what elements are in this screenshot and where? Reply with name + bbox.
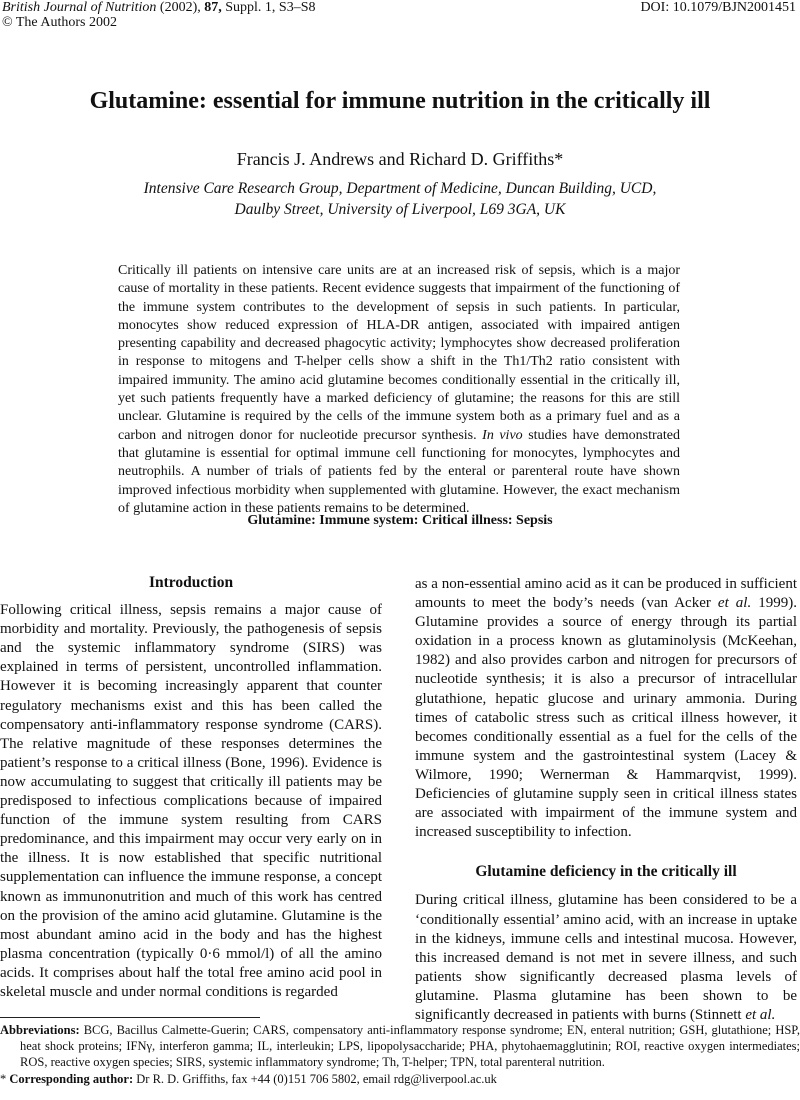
right-paragraph-1 bbox=[415, 575, 797, 842]
author-affiliation bbox=[90, 178, 710, 220]
citation-et-al-2: et al. bbox=[745, 1006, 776, 1023]
abbreviations-label: Abbreviations: bbox=[0, 1023, 80, 1037]
footnotes bbox=[0, 1022, 800, 1087]
abstract-part-1: Critically ill patients on intensive care units are at an increased risk of sepsis, which is a major cause of mortality in these patients. Recent evidence suggests that impairment of the functioning of the immune system contributes to the development of sepsis in such patients. In particular, monocytes show reduced expression of HLA-DR antigen, associated with impaired antigen presenting capability and decreased phagocytic activity; lymphocytes show decreased proliferation in response to mitogens and T-helper cells show a shift in the Th1/Th2 ratio consistent with impaired immunity. The amino acid glutamine becomes conditionally essential in the critically ill, yet such patients frequently have a marked deficiency of glutamine; the reasons for this are still unclear. Glutamine is required by the cells of the immune system both as a primary fuel and as a carbon and nitrogen donor for nucleotide precursor synthesis. bbox=[118, 263, 680, 443]
article-authors: Francis J. Andrews and Richard D. Griffiths* bbox=[236, 149, 564, 169]
left-column bbox=[0, 571, 382, 1002]
doi: DOI: 10.1079/BJN2001451 bbox=[640, 0, 796, 15]
citation-et-al: et al. bbox=[717, 595, 752, 612]
glutamine-deficiency-heading: Glutamine deficiency in the critically ill bbox=[475, 863, 737, 881]
corresponding-star: * bbox=[0, 1072, 10, 1086]
affiliation-line-1: Intensive Care Research Group, Department of Medicine, Duncan Building, UCD, bbox=[143, 180, 657, 197]
right-paragraph-2-text: During critical illness, glutamine has been considered to be a ‘conditionally essential’ amino acid, with an increase in uptake in the kidneys, immune cells and intestinal mucosa. However, this increased demand is not met in severe illness, and such patients show significantly decreased plasma levels of glutamine. Plasma glutamine has been shown to be significantly decreased in patients with burns (Stinnett bbox=[415, 892, 797, 1023]
corresponding-author-text: Dr R. D. Griffiths, fax +44 (0)151 706 5802, email rdg@liverpool.ac.uk bbox=[133, 1072, 497, 1086]
footnote-rule bbox=[0, 1017, 260, 1018]
introduction-heading: Introduction bbox=[148, 574, 234, 591]
affiliation-line-2: Daulby Street, University of Liverpool, L69 3GA, UK bbox=[234, 201, 566, 218]
right-column bbox=[415, 575, 797, 1025]
corresponding-author-label: Corresponding author: bbox=[9, 1072, 134, 1086]
right-paragraph-1b: 1999). Glutamine provides a source of energy through its partial oxidation in a process known as glutaminolysis (McKeehan, 1982) and also provides carbon and nitrogen for precursors of nucleotide synthesis; it is also a precursor of intracellular glutathione, hepatic glucose and urinary ammonia. During times of catabolic stress such as critical illness however, it becomes conditionally essential as a fuel for the cells of the immune system and the gastrointestinal system (Lacey & Wilmore, 1990; Wernerman & Hammarqvist, 1999). Deficiencies of glutamine supply seen in critical illness states are associated with impairment of the immune system and increased susceptibility to infection. bbox=[415, 595, 798, 841]
abbreviations-footnote bbox=[0, 1022, 800, 1070]
journal-volume: 87, bbox=[204, 0, 222, 15]
corresponding-author-footnote bbox=[0, 1071, 800, 1087]
abstract-part-2: studies have demonstrated that glutamine is essential for optimal immune cell functioning for monocytes, lymphocytes and neutrophils. A number of trials of patients fed by the enteral or parenteral route have shown improved infectious morbidity when supplemented with glutamine. However, the exact mechanism of glutamine action in these patients remains to be determined. bbox=[118, 427, 680, 516]
introduction-paragraph: Following critical illness, sepsis remains a major cause of morbidity and mortality. Previously, the pathogenesis of sepsis and the systemic inflammatory syndrome (SIRS) was explained in terms of persistent, uncontrolled inflammation. However it is becoming increasingly apparent that counter regulatory mechanisms exist and this has been called the compensatory anti-inflammatory response syndrome (CARS). The relative magnitude of these responses determines the patient’s response to a critical illness (Bone, 1996). Evidence is now accumulating to suggest that critically ill patients may be predisposed to infectious complications because of impaired function of the immune system resulting from CARS predominance, and this impairment may occur very early on in the illness. It is now established that specific nutritional supplementation can influence the immune response, a concept known as immunonutrition and much of this work has centred on the provision of the amino acid glutamine. Glutamine is the most abundant amino acid in the body and has the highest plasma concentration (typically 0·6 mmol/l) of all the amino acids. It comprises about half the total free amino acid pool in skeletal muscle and under normal conditions is regarded bbox=[0, 602, 382, 1000]
journal-pages: Suppl. 1, S3–S8 bbox=[225, 0, 316, 15]
journal-citation bbox=[2, 0, 315, 16]
abstract-in-vivo: In vivo bbox=[482, 427, 523, 443]
article-title: Glutamine: essential for immune nutrition in the critically ill bbox=[89, 88, 711, 114]
journal-year: (2002), bbox=[159, 0, 201, 15]
copyright-notice: © The Authors 2002 bbox=[2, 15, 117, 30]
abbreviations-text: BCG, Bacillus Calmette-Guerin; CARS, compensatory anti-inflammatory response syndrome; EN, enteral nutrition; GSH, glutathione; HSP, heat shock proteins; IFNγ, interferon gamma; IL, interleukin; LPS, lipopolysaccharide; PHA, phytohaemagglutinin; ROI, reactive oxygen intermediates; ROS, reactive oxygen species; SIRS, systemic inflammatory syndrome; Th, T-helper; TPN, total parenteral nutrition. bbox=[20, 1023, 800, 1069]
keywords: Glutamine: Immune system: Critical illness: Sepsis bbox=[247, 513, 553, 528]
abstract bbox=[118, 262, 680, 518]
right-paragraph-2 bbox=[415, 891, 797, 1025]
journal-name: British Journal of Nutrition bbox=[2, 0, 157, 15]
right-paragraph-1a: as a non-essential amino acid as it can be produced in sufficient amounts to meet the body’s needs (van Acker bbox=[415, 576, 797, 612]
